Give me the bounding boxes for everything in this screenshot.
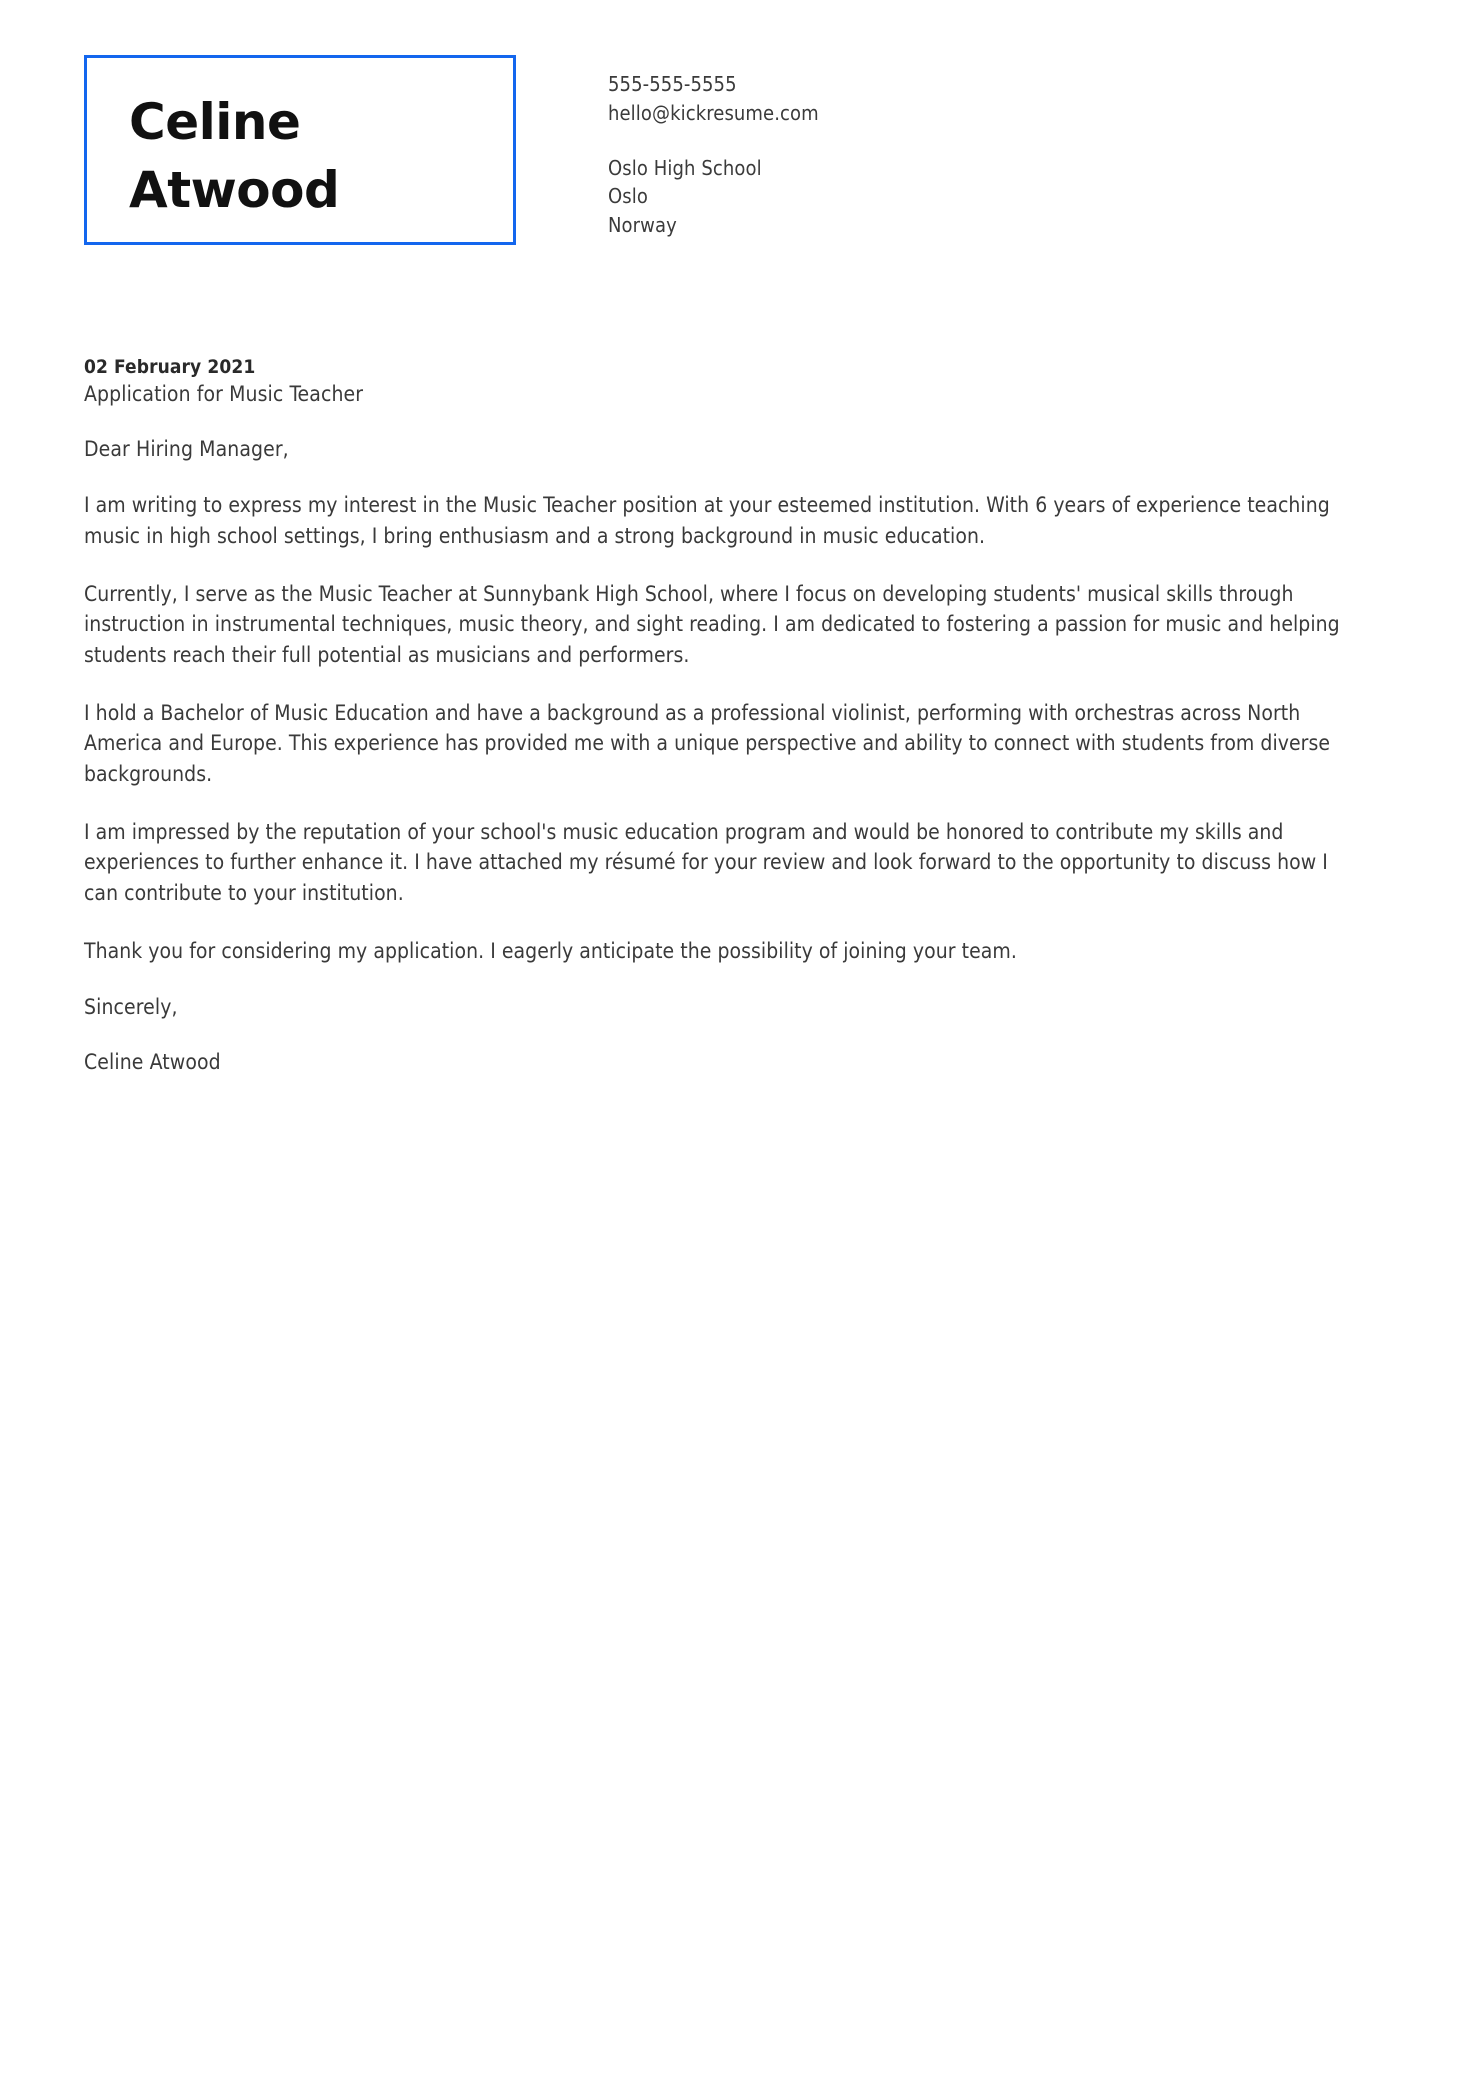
contact-organization: Oslo High School: [608, 155, 762, 180]
letter-signature: Celine Atwood: [84, 1050, 221, 1075]
letter-paragraph: Thank you for considering my application. I eagerly anticipate the possibility of joining your team.: [84, 938, 1017, 963]
letter-paragraph: I hold a Bachelor of Music Education and have a background as a professional violinist, performing with orchestras across North America and Europe. This experience has provided me with a unique perspective and ability to connect with students from diverse backgrounds.: [84, 700, 1331, 786]
letter-subject: Application for Music Teacher: [84, 382, 364, 407]
applicant-name: [129, 88, 499, 224]
name-line-last: Atwood: [129, 161, 340, 219]
letter-date: 02 February 2021: [84, 356, 256, 378]
letter-paragraph: I am impressed by the reputation of your school's music education program and would be honored to contribute my skills and experiences to further enhance it. I have attached my résumé for your review and look forward to the opportunity to discuss how I can contribute to your institution.: [84, 819, 1328, 905]
name-line-first: Celine: [129, 93, 301, 151]
contact-block: [608, 70, 1028, 240]
contact-spacer: [608, 128, 1028, 154]
contact-email: hello@kickresume.com: [608, 100, 819, 125]
letter-salutation: Dear Hiring Manager,: [84, 437, 289, 462]
letter-paragraph: Currently, I serve as the Music Teacher at Sunnybank High School, where I focus on developing students' musical skills through instruction in instrumental techniques, music theory, and sight reading. I am dedicated to fostering a passion for music and helping students reach their full potential as musicians and performers.: [84, 581, 1340, 667]
letter-closing: Sincerely,: [84, 995, 178, 1020]
name-box: [84, 55, 516, 245]
letter-paragraph: I am writing to express my interest in the Music Teacher position at your esteemed institution. With 6 years of experience teaching music in high school settings, I bring enthusiasm and a strong background in music education.: [84, 493, 1330, 548]
contact-country: Norway: [608, 213, 677, 238]
letter-body: [84, 355, 1356, 1076]
contact-phone: 555-555-5555: [608, 72, 737, 96]
letter-header: [0, 0, 1468, 330]
contact-city: Oslo: [608, 184, 648, 209]
